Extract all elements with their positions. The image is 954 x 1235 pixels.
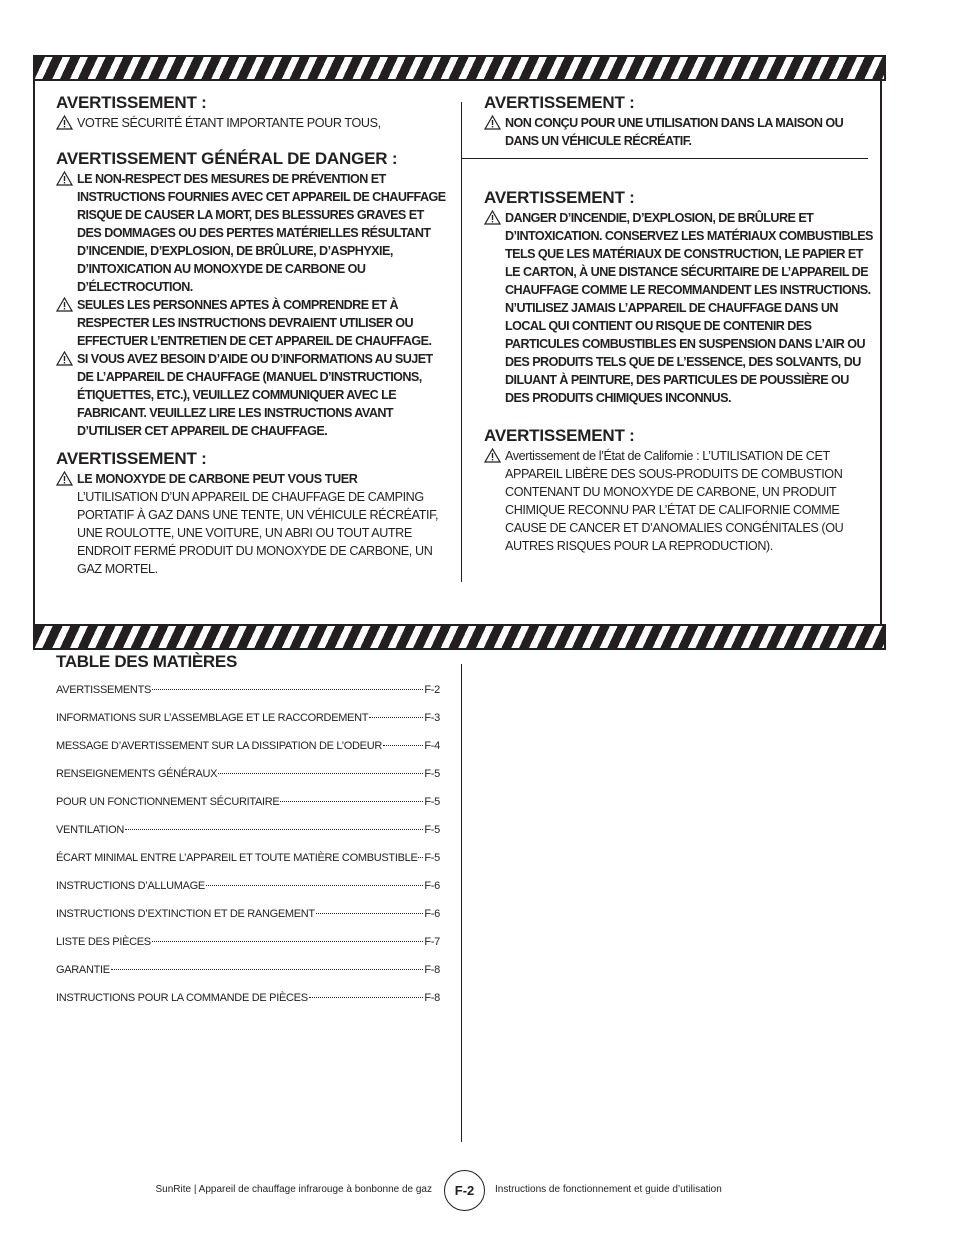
toc-row-label: LISTE DES PIÈCES	[56, 936, 151, 948]
toc-row[interactable]	[56, 908, 440, 936]
toc-row[interactable]	[56, 880, 440, 908]
toc-row-page: F-7	[424, 936, 440, 948]
warning-heading: AVERTISSEMENT :	[484, 93, 635, 112]
toc-row-label: ÉCART MINIMAL ENTRE L’APPAREIL ET TOUTE MATIÈRE COMBUSTIBLE	[56, 852, 418, 864]
toc-dot-leader	[383, 745, 423, 746]
toc-dot-leader	[111, 969, 424, 970]
toc-row[interactable]	[56, 824, 440, 852]
toc-row-page: F-8	[424, 992, 440, 1004]
footer-guide-title: Instructions de fonctionnement et guide d’utilisation	[495, 1184, 722, 1195]
toc-row-page: F-4	[424, 740, 440, 752]
warning-heading: AVERTISSEMENT :	[56, 93, 207, 112]
toc-row-label: GARANTIE	[56, 964, 110, 976]
toc-dot-leader	[418, 857, 423, 858]
toc-row-page: F-5	[424, 852, 440, 864]
toc-row-label: INFORMATIONS SUR L’ASSEMBLAGE ET LE RACCORDEMENT	[56, 712, 369, 724]
warning-triangle-icon	[484, 210, 501, 225]
toc-list	[56, 684, 440, 1020]
toc-dot-leader	[280, 801, 423, 802]
hazard-stripe-top	[33, 55, 886, 81]
warnings-right-column	[484, 92, 874, 555]
toc-row[interactable]	[56, 768, 440, 796]
toc-row-label: INSTRUCTIONS D’EXTINCTION ET DE RANGEMENT	[56, 908, 315, 920]
toc-row-page: F-6	[424, 880, 440, 892]
toc-row[interactable]	[56, 936, 440, 964]
warning-item: NON CONÇU POUR UNE UTILISATION DANS LA MAISON OU DANS UN VÉHICULE RÉCRÉATIF.	[484, 114, 874, 150]
toc-row-label: VENTILATION	[56, 824, 125, 836]
warning-heading: AVERTISSEMENT :	[484, 188, 635, 207]
warning-item: SEULES LES PERSONNES APTES À COMPRENDRE ET À RESPECTER LES INSTRUCTIONS DEVRAIENT UTILISER OU EFFECTUER L’ENTRETIEN DE CET APPAREIL DE CHAUFFAGE.	[56, 296, 448, 350]
warning-triangle-icon	[56, 171, 73, 186]
toc-row[interactable]	[56, 712, 440, 740]
warning-heading: AVERTISSEMENT GÉNÉRAL DE DANGER :	[56, 149, 398, 168]
page-number-badge: F-2	[444, 1170, 485, 1211]
lower-column-divider	[461, 664, 462, 1142]
toc-row-label: RENSEIGNEMENTS GÉNÉRAUX	[56, 768, 218, 780]
warning-triangle-icon	[56, 471, 73, 486]
warning-triangle-icon	[56, 297, 73, 312]
toc-row-page: F-2	[424, 684, 440, 696]
hazard-stripe-bottom	[33, 624, 886, 650]
toc-dot-leader	[152, 941, 424, 942]
toc-row-label: POUR UN FONCTIONNEMENT SÉCURITAIRE	[56, 796, 280, 808]
warning-item: LE NON-RESPECT DES MESURES DE PRÉVENTION ET INSTRUCTIONS FOURNIES AVEC CET APPAREIL DE CHAUFFAGE RISQUE DE CAUSER LA MORT, DES BLESSURES GRAVES ET DES DOMMAGES OU DES PERTES MATÉRIELLES RÉSULTANT D’INCENDIE, D’EXPLOSION, DE BRÛLURE, D’ASPHYXIE, D’INTOXICATION AU MONOXYDE DE CARBONE OU D’ÉLECTROCUTION.	[56, 170, 448, 296]
toc-dot-leader	[309, 997, 424, 998]
toc-row-page: F-3	[424, 712, 440, 724]
toc-row-label: INSTRUCTIONS D’ALLUMAGE	[56, 880, 205, 892]
toc-dot-leader	[218, 773, 423, 774]
warning-item: VOTRE SÉCURITÉ ÉTANT IMPORTANTE POUR TOUS,	[56, 114, 448, 132]
toc-row[interactable]	[56, 740, 440, 768]
warning-heading: AVERTISSEMENT :	[56, 449, 207, 468]
warning-heading: AVERTISSEMENT :	[484, 426, 635, 445]
warning-triangle-icon	[484, 448, 501, 463]
toc-row-label: AVERTISSEMENTS	[56, 684, 152, 696]
toc-row-page: F-6	[424, 908, 440, 920]
warning-triangle-icon	[484, 115, 501, 130]
toc-row[interactable]	[56, 992, 440, 1020]
warnings-left-column	[56, 92, 448, 578]
column-divider	[461, 102, 462, 582]
toc-row-page: F-5	[424, 768, 440, 780]
toc-dot-leader	[125, 829, 423, 830]
toc-title: TABLE DES MATIÈRES	[56, 652, 237, 671]
warning-item: SI VOUS AVEZ BESOIN D’AIDE OU D’INFORMATIONS AU SUJET DE L’APPAREIL DE CHAUFFAGE (MANUEL D’INSTRUCTIONS, ÉTIQUETTES, ETC.), VEUILLEZ COMMUNIQUER AVEC LE FABRICANT. VEUILLEZ LIRE LES INSTRUCTIONS AVANT D’UTILISER CET APPAREIL DE CHAUFFAGE.	[56, 350, 448, 440]
toc-dot-leader	[369, 717, 423, 718]
toc-row[interactable]	[56, 684, 440, 712]
toc-row-page: F-5	[424, 796, 440, 808]
toc-row-page: F-8	[424, 964, 440, 976]
warning-triangle-icon	[56, 115, 73, 130]
toc-dot-leader	[152, 689, 423, 690]
toc-dot-leader	[316, 913, 424, 914]
warning-item: DANGER D’INCENDIE, D’EXPLOSION, DE BRÛLURE ET D’INTOXICATION. CONSERVEZ LES MATÉRIAUX COMBUSTIBLES TELS QUE LES MATÉRIAUX DE CONSTRUCTION, LE PAPIER ET LE CARTON, À UNE DISTANCE SÉCURITAIRE DE L’APPAREIL DE CHAUFFAGE COMME LE RECOMMANDENT LES INSTRUCTIONS. N’UTILISEZ JAMAIS L’APPAREIL DE CHAUFFAGE DANS UN LOCAL QUI CONTIENT OU RISQUE DE CONTENIR DES PARTICULES COMBUSTIBLES EN SUSPENSION DANS L’AIR OU DES PRODUITS TELS QUE DE L’ESSENCE, DES SOLVANTS, DU DILUANT À PEINTURE, DES PARTICULES DE POUSSIÈRE OU DES PRODUITS CHIMIQUES INCONNUS.	[484, 209, 874, 407]
toc-row[interactable]	[56, 964, 440, 992]
toc-dot-leader	[206, 885, 423, 886]
toc-row-label: MESSAGE D’AVERTISSEMENT SUR LA DISSIPATION DE L’ODEUR	[56, 740, 382, 752]
footer-product: SunRite | Appareil de chauffage infrarouge à bonbonne de gaz	[155, 1184, 432, 1195]
toc-row-label: INSTRUCTIONS POUR LA COMMANDE DE PIÈCES	[56, 992, 308, 1004]
toc-row[interactable]	[56, 852, 440, 880]
warning-triangle-icon	[56, 351, 73, 366]
warning-item: LE MONOXYDE DE CARBONE PEUT VOUS TUER L’UTILISATION D’UN APPAREIL DE CHAUFFAGE DE CAMPING PORTATIF À GAZ DANS UNE TENTE, UN VÉHICULE RÉCRÉATIF, UNE ROULOTTE, UNE VOITURE, UN ABRI OU TOUT AUTRE ENDROIT FERMÉ PRODUIT DU MONOXYDE DE CARBONE, UN GAZ MORTEL.	[56, 470, 448, 578]
toc-row[interactable]	[56, 796, 440, 824]
warning-item: Avertissement de l’État de Californie : L’UTILISATION DE CET APPAREIL LIBÈRE DES SOUS-PRODUITS DE COMBUSTION CONTENANT DU MONOXYDE DE CARBONE, UN PRODUIT CHIMIQUE RECONNU PAR L’ÉTAT DE CALIFORNIE COMME CAUSE DE CANCER ET D’ANOMALIES CONGÉNITALES (OU AUTRES RISQUES POUR LA REPRODUCTION).	[484, 447, 874, 555]
toc-row-page: F-5	[424, 824, 440, 836]
